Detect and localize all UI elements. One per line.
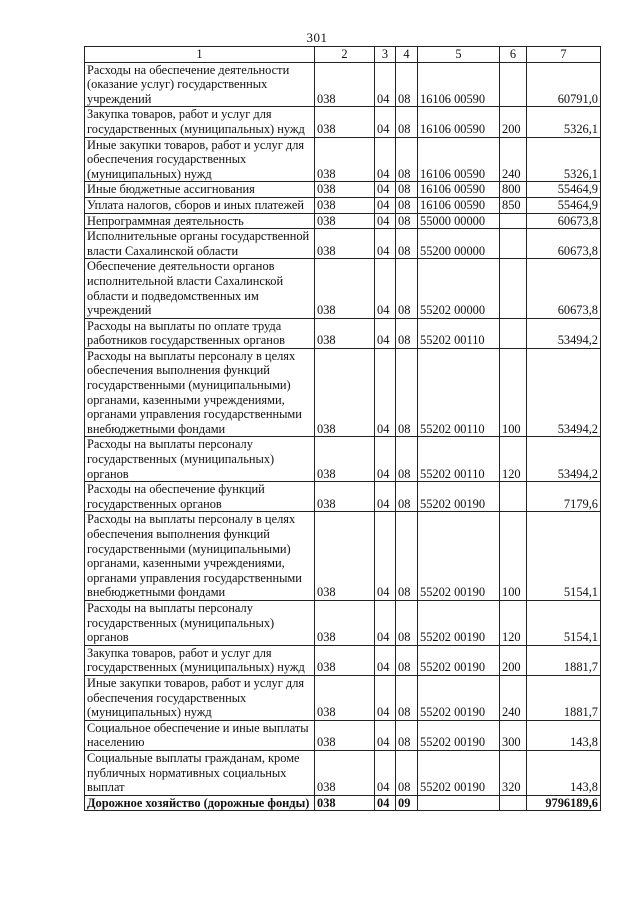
column-header: 4 [396,47,418,63]
code-cell: 04 [375,182,396,198]
code-cell: 55202 00110 [418,348,500,437]
code-cell: 55202 00190 [418,600,500,645]
code-cell: 08 [396,600,418,645]
code-cell: 08 [396,107,418,137]
table-row [85,720,601,750]
column-header: 2 [315,47,375,63]
code-cell: 038 [315,107,375,137]
code-cell: 08 [396,229,418,259]
code-cell [500,795,527,811]
code-cell: 038 [315,259,375,318]
code-cell: 08 [396,318,418,348]
table-row [85,182,601,198]
code-cell: 038 [315,62,375,107]
code-cell: 04 [375,645,396,675]
code-cell: 08 [396,197,418,213]
code-cell: 55202 00110 [418,318,500,348]
row-name-cell: Иные закупки товаров, работ и услуг для обеспечения государственных (муниципальных) нужд [85,137,315,182]
code-cell: 08 [396,259,418,318]
code-cell: 038 [315,795,375,811]
code-cell: 08 [396,675,418,720]
row-name-cell: Обеспечение деятельности органов исполнительной власти Сахалинской области и подведомственных им учреждений [85,259,315,318]
code-cell: 04 [375,62,396,107]
code-cell: 800 [500,182,527,198]
code-cell: 038 [315,197,375,213]
table-row [85,795,601,811]
code-cell: 04 [375,213,396,229]
code-cell: 55202 00190 [418,645,500,675]
code-cell: 04 [375,259,396,318]
code-cell: 08 [396,750,418,795]
table-row [85,137,601,182]
row-name-cell: Расходы на обеспечение деятельности (оказание услуг) государственных учреждений [85,62,315,107]
amount-cell: 1881,7 [527,675,601,720]
row-name-cell: Расходы на выплаты персоналу государственных (муниципальных) органов [85,600,315,645]
row-name-cell: Социальные выплаты гражданам, кроме публичных нормативных социальных выплат [85,750,315,795]
code-cell [500,259,527,318]
page-number: 301 [306,30,328,45]
column-number-row [85,47,601,63]
code-cell: 55202 00110 [418,437,500,482]
code-cell: 04 [375,600,396,645]
code-cell: 04 [375,512,396,601]
code-cell [500,62,527,107]
code-cell: 120 [500,600,527,645]
code-cell: 04 [375,229,396,259]
code-cell: 08 [396,213,418,229]
row-name-cell: Расходы на выплаты персоналу в целях обеспечения выполнения функций государственными (муниципальными) органами, казенными учреждениями, органами управления государственными внебюджетными фондами [85,512,315,601]
code-cell: 55202 00000 [418,259,500,318]
amount-cell: 53494,2 [527,318,601,348]
amount-cell: 53494,2 [527,348,601,437]
amount-cell: 55464,9 [527,182,601,198]
code-cell: 200 [500,107,527,137]
code-cell: 16106 00590 [418,182,500,198]
column-header: 1 [85,47,315,63]
row-name-cell: Исполнительные органы государственной власти Сахалинской области [85,229,315,259]
row-name-cell: Расходы на выплаты персоналу государственных (муниципальных) органов [85,437,315,482]
code-cell: 038 [315,229,375,259]
code-cell: 08 [396,645,418,675]
table-row [85,229,601,259]
code-cell: 038 [315,600,375,645]
code-cell: 55000 00000 [418,213,500,229]
code-cell: 04 [375,318,396,348]
row-name-cell: Закупка товаров, работ и услуг для государственных (муниципальных) нужд [85,645,315,675]
code-cell: 100 [500,348,527,437]
code-cell: 038 [315,645,375,675]
code-cell [500,229,527,259]
code-cell: 240 [500,137,527,182]
column-header: 7 [527,47,601,63]
code-cell: 038 [315,750,375,795]
code-cell: 04 [375,675,396,720]
table-row [85,197,601,213]
code-cell: 038 [315,512,375,601]
code-cell: 08 [396,437,418,482]
amount-cell: 7179,6 [527,482,601,512]
code-cell: 038 [315,318,375,348]
code-cell [500,318,527,348]
code-cell: 04 [375,750,396,795]
column-header: 6 [500,47,527,63]
code-cell: 08 [396,348,418,437]
code-cell: 55202 00190 [418,675,500,720]
code-cell: 240 [500,675,527,720]
code-cell: 04 [375,720,396,750]
code-cell: 04 [375,437,396,482]
row-name-cell: Иные закупки товаров, работ и услуг для обеспечения государственных (муниципальных) нужд [85,675,315,720]
code-cell: 08 [396,137,418,182]
table-row [85,318,601,348]
amount-cell: 1881,7 [527,645,601,675]
code-cell: 038 [315,720,375,750]
amount-cell: 55464,9 [527,197,601,213]
table-row [85,62,601,107]
code-cell: 038 [315,482,375,512]
amount-cell: 60673,8 [527,213,601,229]
row-name-cell: Расходы на выплаты по оплате труда работников государственных органов [85,318,315,348]
code-cell: 04 [375,107,396,137]
code-cell: 04 [375,197,396,213]
code-cell: 120 [500,437,527,482]
code-cell: 300 [500,720,527,750]
amount-cell: 5326,1 [527,137,601,182]
table-body [85,62,601,811]
code-cell: 55202 00190 [418,720,500,750]
table-row [85,259,601,318]
table-row [85,675,601,720]
code-cell: 09 [396,795,418,811]
code-cell: 08 [396,62,418,107]
table-row [85,512,601,601]
code-cell: 038 [315,348,375,437]
row-name-cell: Непрограммная деятельность [85,213,315,229]
row-name-cell: Иные бюджетные ассигнования [85,182,315,198]
amount-cell: 5154,1 [527,600,601,645]
row-name-cell: Расходы на обеспечение функций государственных органов [85,482,315,512]
row-name-cell: Закупка товаров, работ и услуг для государственных (муниципальных) нужд [85,107,315,137]
table-row [85,750,601,795]
code-cell: 55202 00190 [418,512,500,601]
code-cell: 04 [375,482,396,512]
code-cell: 55202 00190 [418,750,500,795]
amount-cell: 5154,1 [527,512,601,601]
code-cell: 04 [375,348,396,437]
table-row [85,213,601,229]
code-cell: 038 [315,182,375,198]
table-row [85,482,601,512]
code-cell: 04 [375,795,396,811]
row-name-cell: Расходы на выплаты персоналу в целях обеспечения выполнения функций государственными (муниципальными) органами, казенными учреждениями, органами управления государственными внебюджетными фондами [85,348,315,437]
row-name-cell: Дорожное хозяйство (дорожные фонды) [85,795,315,811]
amount-cell: 60791,0 [527,62,601,107]
row-name-cell: Уплата налогов, сборов и иных платежей [85,197,315,213]
code-cell: 16106 00590 [418,62,500,107]
amount-cell: 5326,1 [527,107,601,137]
code-cell: 038 [315,437,375,482]
code-cell: 038 [315,213,375,229]
code-cell: 038 [315,675,375,720]
amount-cell: 60673,8 [527,259,601,318]
amount-cell: 143,8 [527,750,601,795]
table-row [85,107,601,137]
code-cell: 320 [500,750,527,795]
row-name-cell: Социальное обеспечение и иные выплаты населению [85,720,315,750]
code-cell: 04 [375,137,396,182]
column-header: 3 [375,47,396,63]
code-cell: 08 [396,512,418,601]
budget-table [84,46,601,811]
code-cell: 200 [500,645,527,675]
table-row [85,437,601,482]
code-cell: 16106 00590 [418,137,500,182]
amount-cell: 53494,2 [527,437,601,482]
code-cell: 16106 00590 [418,107,500,137]
code-cell [418,795,500,811]
code-cell: 55200 00000 [418,229,500,259]
code-cell: 038 [315,137,375,182]
code-cell: 100 [500,512,527,601]
table-row [85,600,601,645]
code-cell: 850 [500,197,527,213]
amount-cell: 143,8 [527,720,601,750]
table-row [85,645,601,675]
code-cell: 55202 00190 [418,482,500,512]
code-cell: 08 [396,720,418,750]
amount-cell: 60673,8 [527,229,601,259]
table-row [85,348,601,437]
code-cell [500,482,527,512]
amount-cell: 9796189,6 [527,795,601,811]
code-cell: 08 [396,182,418,198]
code-cell: 16106 00590 [418,197,500,213]
code-cell [500,213,527,229]
column-header: 5 [418,47,500,63]
code-cell: 08 [396,482,418,512]
